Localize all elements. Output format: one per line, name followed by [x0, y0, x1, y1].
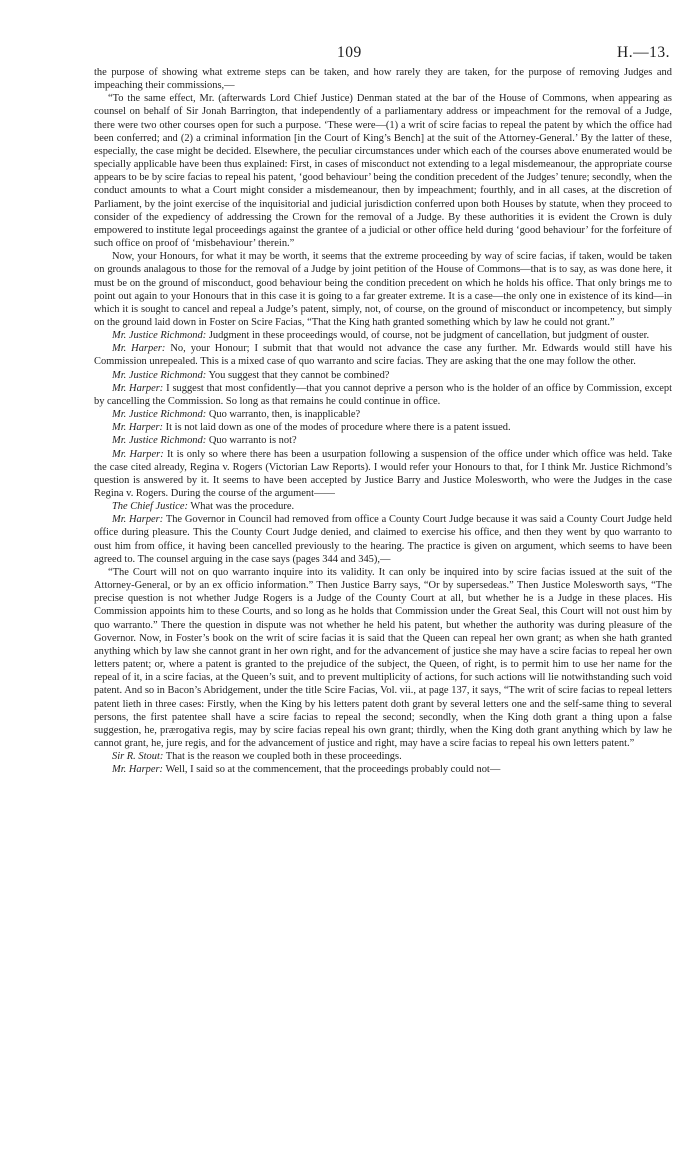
paragraph-text: the purpose of showing what extreme steps can be taken, and how rarely they are taken, for the purpose of removing Judges and impeaching their commissions,—	[94, 67, 672, 92]
speaker-name: Mr. Harper:	[112, 382, 164, 394]
paragraph	[94, 66, 672, 92]
dialogue-line	[94, 408, 672, 421]
paragraph-text: Judgment in these proceedings would, of course, not be judgment of cancellation, but judgment of ouster.	[208, 330, 650, 342]
document-reference: H.—13.	[617, 44, 670, 61]
paragraph-text: “The Court will not on quo warranto inquire into its validity. It can only be inquired into by scire facias issued at the suit of the Attorney-General, or by an ex officio information.” Then Justice Barry says, “Or by supersedeas.” Then Justice Molesworth says, “The precise question is not whether Judge Rogers is a Judge of the County Court at all, but whether he is a Judge in these places. His Commission appoints him to these Courts, and so long as he holds that Commission under the Great Seal, this Court will not oust him by quo warranto.” There the question in dispute was not whether he held his patent, but whether the authority was during pleasure of the Governor. Now, in Foster’s book on the writ of scire facias it is said that the Queen can repeal her own grant; as when she hath granted anything which by law she cannot grant in her own right, and for the advancement of justice she may have a scire facias to repeal her own letters patent; or, where a patent is granted to the prejudice of the subject, the Queen, of right, is to permit him to use her name for the repeal of it, in a scire facias, at the Queen’s suit, and to prevent multiplicity of actions, for such actions will lie notwithstanding such void patent. And so in Bacon’s Abridgement, under the title Scire Facias, Vol. vii., at page 137, it says, “The writ of scire facias to repeal letters patent lieth in three cases: Firstly, when the King by his letters patent doth grant by several letters one and the self-same thing to several persons, the first patentee shall have a scire facias to repeal the second; secondly, when the King doth grant a thing upon a false suggestion, he, prærogativa regis, may by scire facias repeal his own grant; thirdly, when the King doth grant anything which by law he cannot grant, he, jure regis, and for the advancement of justice and right, may have a scire facias to repeal his own letters patent.”	[94, 566, 672, 749]
dialogue-line	[94, 342, 672, 368]
dialogue-line	[94, 421, 672, 434]
dialogue-line	[94, 500, 672, 513]
paragraph	[94, 250, 672, 329]
speaker-name: Mr. Justice Richmond:	[112, 409, 207, 421]
quotation-paragraph	[94, 566, 672, 750]
speaker-name: Mr. Justice Richmond:	[112, 435, 207, 447]
speaker-name: Mr. Harper:	[112, 343, 166, 355]
paragraph-text: “To the same effect, Mr. (afterwards Lord Chief Justice) Denman stated at the bar of the House of Commons, when appearing as counsel on behalf of Sir Jonah Barrington, that independently of a parliamentary address or impeachment for the removal of a Judge, there were two other courses open for such a purpose. ‘These were—(1) a writ of scire facias to repeal the patent by which the office had been conferred; and (2) a criminal information [in the Court of King’s Bench] at the suit of the Attorney-General.’ By the latter of these, especially, the case might be decided. Elsewhere, the peculiar circumstances under which each of the courses above enumerated would be specially applicable have been thus explained: First, in cases of misconduct not extending to a legal misdemeanour, the appropriate course appears to be by scire facias to repeal his patent, ‘good behaviour’ being the condition precedent of the Judges’ tenure; secondly, when the conduct amounts to what a Court might consider a misdemeanour, then by impeachment; fourthly, and in all cases, at the discretion of Parliament, by the joint exercise of the inquisitorial and judicial jurisdiction conferred upon both Houses by statute, when they proceed to consider of the expediency of addressing the Crown for the removal of a Judge. By these authorities it is evident the Crown is duly empowered to institute legal proceedings against the grantee of a judicial or other office held during ‘good behaviour’ for the forfeiture of such office on proof of ‘misbehaviour’ therein.”	[94, 93, 672, 250]
speaker-name: Mr. Harper:	[112, 422, 164, 434]
paragraph-text: No, your Honour; I submit that that would not advance the case any further. Mr. Edwards would still have his Commission unrepealed. This is a mixed case of quo warranto and scire facias. They are asking that the one may follow the other.	[94, 343, 672, 368]
paragraph-text: That is the reason we coupled both in these proceedings.	[165, 751, 402, 763]
paragraph-text: What was the procedure.	[190, 501, 295, 513]
paragraph-text: Now, your Honours, for what it may be worth, it seems that the extreme proceeding by way of scire facias, if taken, would be taken on grounds analagous to those for the removal of a Judge by joint petition of the House of Commons—that is to say, as was done here, it must be on the ground of misconduct, good behaviour being the condition precedent on which he holds his office. That only brings me to point out again to your Honours that in this case it is going to a far greater extreme. It is a case—the only one in existence of its kind—in which it is sought to cancel and repeal a Judge’s patent, simply, not, of course, on the ground of misconduct or incompetency, but simply on the ground laid down in Foster on Scire Facias, “That the King hath granted something which by law he could not grant.”	[94, 251, 672, 328]
speaker-name: Mr. Harper:	[112, 448, 164, 460]
dialogue-line	[94, 382, 672, 408]
dialogue-line	[94, 763, 672, 776]
dialogue-line	[94, 329, 672, 342]
paragraph-text: Quo warranto, then, is inapplicable?	[208, 409, 361, 421]
speaker-name: Mr. Justice Richmond:	[112, 369, 207, 381]
dialogue-line	[94, 369, 672, 382]
paragraph-text: It is not laid down as one of the modes of procedure where there is a patent issued.	[165, 422, 511, 434]
dialogue-line	[94, 750, 672, 763]
dialogue-line	[94, 448, 672, 501]
paragraph-text: Well, I said so at the commencement, that the proceedings probably could not—	[165, 764, 501, 776]
dialogue-line	[94, 513, 672, 566]
body-text	[94, 66, 672, 776]
speaker-name: Sir R. Stout:	[112, 751, 164, 763]
paragraph-text: It is only so where there has been a usurpation following a suspension of the office under which office was held. Take the case cited already, Regina v. Rogers (Victorian Law Reports). I would refer your Honours to that, for I think Mr. Justice Richmond’s question is answered by it. It seems to have been accepted by Justice Barry and Justice Molesworth, who were the Judges in the case Regina v. Rogers. During the course of the argument——	[94, 448, 673, 499]
speaker-name: Mr. Harper:	[112, 514, 164, 526]
page-header	[0, 44, 700, 66]
speaker-name: Mr. Justice Richmond:	[112, 330, 207, 342]
paragraph-text: The Governor in Council had removed from office a County Court Judge because it was said a County Court Judge held office during pleasure. This the County Court Judge denied, and claimed to exercise his office, and then they went by quo warranto to oust him from office, it having been cancelled previously to the hearing. The practice is given on argument, which seems to have been agreed to. The counsel arguing in the case says (pages 344 and 345),—	[94, 514, 673, 565]
paragraph-text: I suggest that most confidently—that you cannot deprive a person who is the holder of an office by Commission, except by cancelling the Commission. So long as that remains he could continue in office.	[94, 382, 673, 407]
paragraph-text: You suggest that they cannot be combined?	[208, 369, 390, 381]
quotation-paragraph	[94, 92, 672, 250]
speaker-name: Mr. Harper:	[112, 764, 164, 776]
speaker-name: The Chief Justice:	[112, 501, 188, 513]
dialogue-line	[94, 434, 672, 447]
page-number: 109	[337, 44, 362, 61]
paragraph-text: Quo warranto is not?	[208, 435, 297, 447]
